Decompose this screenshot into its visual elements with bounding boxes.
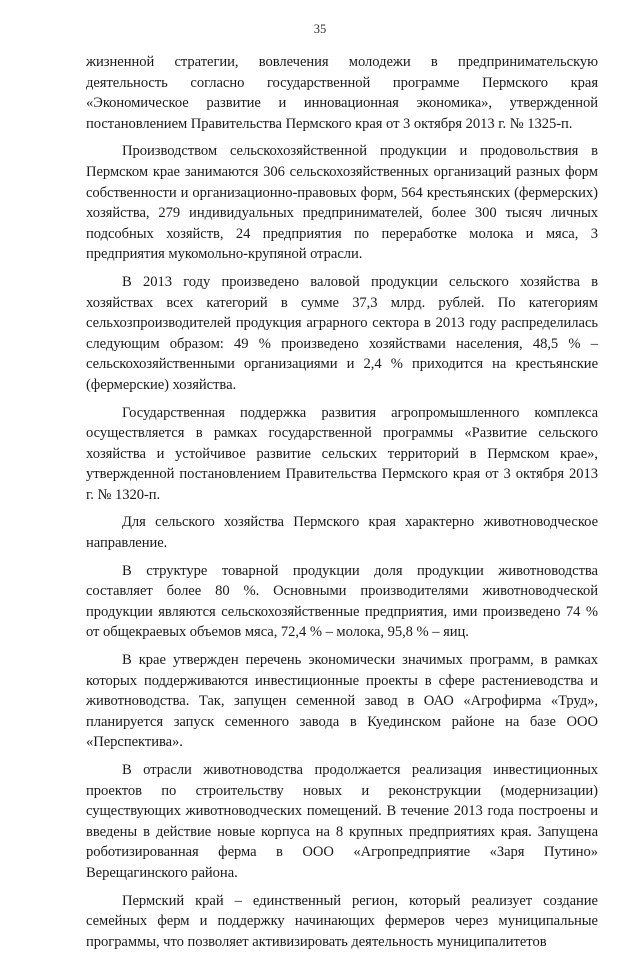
paragraph-strategy-continuation: жизненной стратегии, вовлечения молодежи в предпринимательскую деятельность согласно государственной программе Пермского края «Экономическое развитие и инновационная экономика», утвержденной постановлением Правительства Пермского края от 3 октября 2013 г. № 1325-п. — [86, 54, 598, 132]
paragraph-gross-output: В 2013 году произведено валовой продукции сельского хозяйства в хозяйствах всех категорий в сумме 37,3 млрд. рублей. По категориям сельхозпроизводителей продукция аграрного сектора в 2013 году распределилась следующим образом: 49 % произведено хозяйствами населения, 48,5 % – сельскохозяйственными организациями и 2,4 % приходится на крестьянские (фермерские) хозяйства. — [86, 273, 598, 393]
paragraph-investment-projects: В отрасли животноводства продолжается реализация инвестиционных проектов по строительству новых и реконструкции (модернизации) существующих животноводческих помещений. В течение 2013 года построены и введены в действие новые корпуса на 8 крупных предприятиях края. Запущена роботизированная ферма в ООО «Агропредприятие «Заря Путино» Верещагинского района. — [86, 762, 598, 881]
paragraph-family-farms: Пермский край – единственный регион, который реализует создание семейных ферм и поддержку начинающих фермеров через муниципальные программы, что позволяет активизировать деятельность муниципалитетов — [86, 892, 598, 950]
page-number: 35 — [313, 22, 327, 36]
document-body — [86, 52, 598, 959]
paragraph-commodity-structure: В структуре товарной продукции доля продукции животноводства составляет более 80 %. Основными производителями животноводческой продукции являются сельскохозяйственные предприятия, ими произведено 74 % от общекраевых объемов мяса, 72,4 % – молока, 95,8 % – яиц. — [86, 562, 598, 641]
paragraph-producers: Производством сельскохозяйственной продукции и продовольствия в Пермском крае занимаются 306 сельскохозяйственных организаций разных форм собственности и организационно-правовых форм, 564 крестьянских (фермерских) хозяйства, 279 индивидуальных предпринимателей, более 300 тысяч личных подсобных хозяйств, 24 предприятия по переработке молока и мяса, 3 предприятия мукомольно-крупяной отрасли. — [86, 143, 598, 263]
paragraph-economic-programs: В крае утвержден перечень экономически значимых программ, в рамках которых поддерживаются инвестиционные проекты в сфере растениеводства и животноводства. Так, запущен семенной завод в ОАО «Агрофирма «Труд», планируется запуск семенного завода в Куединском районе на базе ООО «Перспектива». — [86, 652, 598, 751]
paragraph-state-support: Государственная поддержка развития агропромышленного комплекса осуществляется в рамках государственной программы «Развитие сельского хозяйства и устойчивое развитие сельских территорий в Пермском крае», утвержденной постановлением Правительства Пермского края от 3 октября 2013 г. № 1320-п. — [86, 404, 598, 503]
paragraph-livestock-direction: Для сельского хозяйства Пермского края характерно животноводческое направление. — [86, 514, 598, 552]
